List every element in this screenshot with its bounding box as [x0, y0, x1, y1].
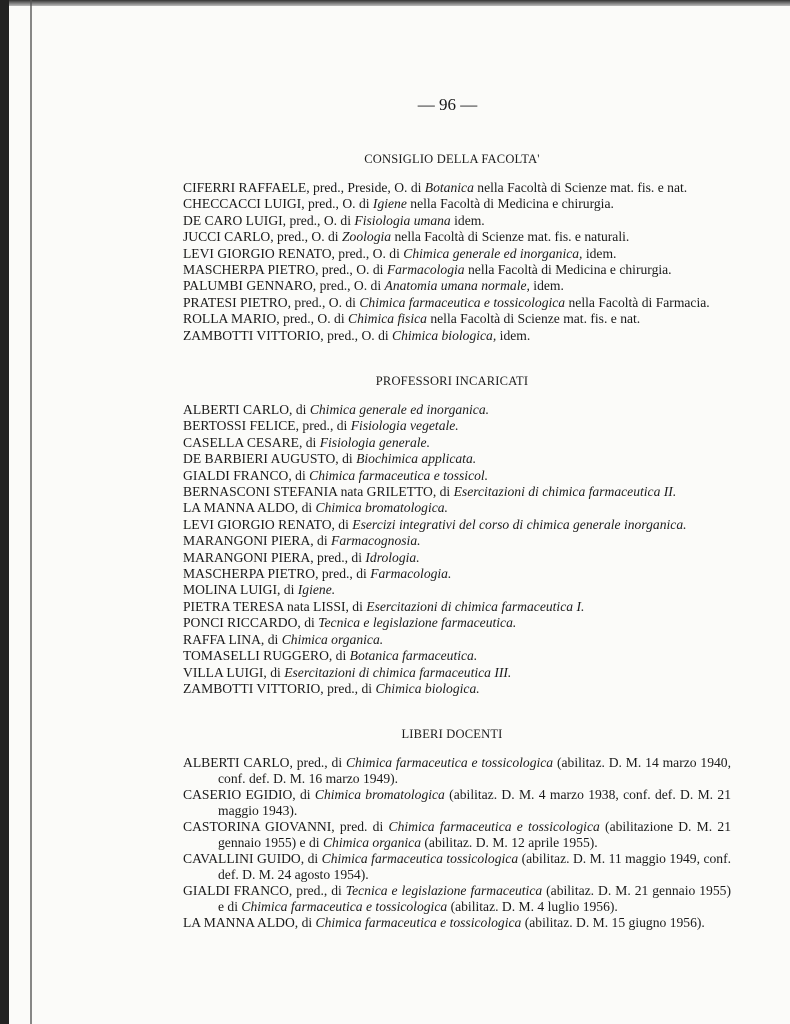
- subject-text: Anatomia umana normale,: [384, 278, 530, 294]
- section-professori-incaricati: [183, 374, 731, 697]
- entry-text: PONCI RICCARDO, di: [183, 615, 319, 631]
- subject-text: Fisiologia umana: [354, 212, 451, 228]
- subject-text: Chimica organica.: [281, 631, 384, 647]
- subject-text: Esercitazioni di chimica farmaceutica I.: [366, 598, 585, 614]
- list-item: [183, 648, 731, 664]
- entry-text: DE BARBIERI AUGUSTO, di: [183, 451, 357, 467]
- subject-text: Chimica farmaceutica e tossicol.: [309, 467, 489, 483]
- list-item: [183, 246, 731, 262]
- entry-text: ALBERTI CARLO, di: [183, 402, 310, 417]
- entry-text: (abilitaz. D. M. 14 marzo 1940, conf. def. D. M. 16 marzo 1949).: [218, 755, 731, 786]
- entry-text: CAVALLINI GUIDO, di: [183, 851, 322, 866]
- entry-text: MOLINA LUIGI, di: [183, 582, 298, 598]
- subject-text: Biochimica applicata.: [356, 451, 477, 467]
- subject-text: Chimica farmaceutica e tossicologica: [241, 899, 448, 914]
- list-item: [183, 229, 731, 245]
- section-consiglio-della-facolta: [183, 152, 731, 344]
- binding-line: [30, 0, 32, 1024]
- subject-text: Chimica generale ed inorganica,: [403, 245, 583, 261]
- subject-text: Chimica biologica.: [375, 680, 480, 696]
- section-liberi-docenti: [183, 727, 731, 931]
- subject-text: Chimica biologica,: [392, 327, 497, 343]
- entry-text: nella Facoltà di Medicina e chirurgia.: [464, 262, 672, 278]
- entry-text: PIETRA TERESA nata LISSI, di: [183, 598, 367, 614]
- entry-text: MARANGONI PIERA, pred., di: [183, 549, 366, 565]
- subject-text: Fisiologia vegetale.: [350, 418, 459, 434]
- subject-text: Esercitazioni di chimica farmaceutica III.: [284, 664, 512, 680]
- list-item: [183, 435, 731, 451]
- subject-text: Botanica: [424, 180, 474, 195]
- entry-text: (abilitaz. D. M. 12 aprile 1955).: [421, 835, 598, 850]
- subject-text: Tecnica e legislazione farmaceutica: [345, 883, 543, 898]
- list-item: [183, 615, 731, 631]
- list-item: [183, 295, 731, 311]
- entry-text: ZAMBOTTI VITTORIO, pred., di: [183, 680, 376, 696]
- subject-text: Chimica farmaceutica tossicologica: [321, 851, 519, 866]
- entry-text: CHECCACCI LUIGI, pred., O. di: [183, 196, 373, 212]
- list-item: [183, 582, 731, 598]
- entry-text: idem.: [529, 278, 564, 294]
- subject-text: Chimica farmaceutica e tossicologica: [359, 294, 566, 310]
- subject-text: Botanica farmaceutica.: [349, 648, 478, 664]
- entry-text: CIFERRI RAFFAELE, pred., Preside, O. di: [183, 180, 425, 195]
- entry-text: (abilitazione D. M. 21 gennaio 1955) e di: [218, 819, 731, 850]
- subject-text: Chimica farmaceutica e tossicologica: [315, 915, 522, 930]
- entry-text: (abilitaz. D. M. 4 marzo 1938, conf. def. D. M. 21 maggio 1943).: [218, 787, 731, 818]
- subject-text: Farmacognosia.: [331, 533, 421, 549]
- section-heading: PROFESSORI INCARICATI: [375, 374, 529, 388]
- page-number: — 96 —: [417, 95, 478, 114]
- list-item: [183, 278, 731, 294]
- list-item: [183, 665, 731, 681]
- list-item: [183, 851, 731, 883]
- list-item: [183, 468, 731, 484]
- entry-text: BERNASCONI STEFANIA nata GRILETTO, di: [183, 484, 454, 500]
- list-item: [183, 196, 731, 212]
- list-item: [183, 787, 731, 819]
- entry-text: PALUMBI GENNARO, pred., O. di: [183, 278, 385, 294]
- entry-list: [183, 755, 731, 931]
- subject-text: Chimica bromatologica.: [315, 500, 448, 516]
- list-item: [183, 451, 731, 467]
- entry-text: nella Facoltà di Scienze mat. fis. e nat.: [426, 311, 641, 327]
- entry-text: CASELLA CESARE, di: [183, 434, 320, 450]
- entry-text: LA MANNA ALDO, di: [183, 915, 316, 930]
- entry-text: ZAMBOTTI VITTORIO, pred., O. di: [183, 327, 393, 343]
- subject-text: Chimica farmaceutica e tossicologica: [388, 819, 600, 834]
- entry-text: GIALDI FRANCO, pred., di: [183, 883, 346, 898]
- list-item: [183, 632, 731, 648]
- subject-text: Esercizi integrativi del corso di chimica generale inorganica.: [352, 516, 687, 532]
- subject-text: Igiene: [372, 196, 407, 212]
- list-item: [183, 180, 731, 196]
- subject-text: Zoologia: [341, 229, 392, 245]
- entry-text: MASCHERPA PIETRO, pred., di: [183, 566, 371, 582]
- scan-left-edge: [0, 0, 9, 1024]
- entry-text: idem.: [582, 245, 617, 261]
- entry-text: (abilitaz. D. M. 4 luglio 1956).: [447, 899, 618, 914]
- scan-top-edge: [0, 0, 790, 6]
- list-item: [183, 819, 731, 851]
- entry-list: [183, 180, 731, 344]
- subject-text: Chimica farmaceutica e tossicologica: [345, 755, 554, 770]
- entry-text: nella Facoltà di Scienze mat. fis. e nat.: [473, 180, 688, 195]
- entry-text: ALBERTI CARLO, pred., di: [183, 755, 346, 770]
- entry-text: LEVI GIORGIO RENATO, pred., O. di: [183, 245, 404, 261]
- entry-text: LEVI GIORGIO RENATO, di: [183, 516, 353, 532]
- list-item: [183, 418, 731, 434]
- entry-text: MASCHERPA PIETRO, pred., O. di: [183, 262, 387, 278]
- entry-text: TOMASELLI RUGGERO, di: [183, 648, 350, 664]
- list-item: [183, 328, 731, 344]
- subject-text: Chimica fisica: [348, 311, 427, 327]
- list-item: [183, 681, 731, 697]
- list-item: [183, 500, 731, 516]
- entry-text: ROLLA MARIO, pred., O. di: [183, 311, 349, 327]
- entry-text: MARANGONI PIERA, di: [183, 533, 332, 549]
- entry-text: VILLA LUIGI, di: [183, 664, 285, 680]
- section-heading: LIBERI DOCENTI: [401, 727, 503, 741]
- subject-text: Chimica generale ed inorganica.: [309, 402, 490, 417]
- list-item: [183, 599, 731, 615]
- subject-text: Chimica organica: [322, 835, 421, 850]
- entry-text: DE CARO LUIGI, pred., O. di: [183, 212, 355, 228]
- subject-text: Esercitazioni di chimica farmaceutica II.: [453, 484, 677, 500]
- subject-text: Fisiologia generale.: [319, 434, 430, 450]
- entry-text: (abilitaz. D. M. 21 gennaio 1955) e di: [218, 883, 731, 914]
- entry-text: BERTOSSI FELICE, pred., di: [183, 418, 351, 434]
- entry-text: idem.: [496, 327, 531, 343]
- entry-text: (abilitaz. D. M. 11 maggio 1949, conf. def. D. M. 24 agosto 1954).: [218, 851, 732, 882]
- entry-text: nella Facoltà di Farmacia.: [565, 294, 710, 310]
- subject-text: Igiene.: [297, 582, 336, 598]
- entry-text: GIALDI FRANCO, di: [183, 467, 310, 483]
- entry-text: LA MANNA ALDO, di: [183, 500, 316, 516]
- list-item: [183, 213, 731, 229]
- list-item: [183, 533, 731, 549]
- entry-text: CASTORINA GIOVANNI, pred. di: [183, 819, 389, 834]
- list-item: [183, 517, 731, 533]
- entry-text: JUCCI CARLO, pred., O. di: [183, 229, 342, 245]
- list-item: [183, 262, 731, 278]
- list-item: [183, 402, 731, 418]
- list-item: [183, 915, 731, 931]
- subject-text: Chimica bromatologica: [314, 787, 445, 802]
- subject-text: Tecnica e legislazione farmaceutica.: [318, 615, 517, 631]
- subject-text: Idrologia.: [365, 549, 420, 565]
- list-item: [183, 484, 731, 500]
- entry-text: nella Facoltà di Scienze mat. fis. e naturali.: [391, 229, 630, 245]
- entry-text: nella Facoltà di Medicina e chirurgia.: [406, 196, 614, 212]
- subject-text: Farmacologia.: [370, 566, 452, 582]
- entry-text: idem.: [450, 212, 485, 228]
- entry-text: CASERIO EGIDIO, di: [183, 787, 315, 802]
- list-item: [183, 755, 731, 787]
- entry-text: RAFFA LINA, di: [183, 631, 282, 647]
- list-item: [183, 566, 731, 582]
- section-heading: CONSIGLIO DELLA FACOLTA': [364, 152, 540, 166]
- list-item: [183, 311, 731, 327]
- entry-text: (abilitaz. D. M. 15 giugno 1956).: [521, 915, 705, 930]
- list-item: [183, 883, 731, 915]
- entry-list: [183, 402, 731, 697]
- subject-text: Farmacologia: [386, 262, 465, 278]
- list-item: [183, 550, 731, 566]
- entry-text: PRATESI PIETRO, pred., O. di: [183, 294, 360, 310]
